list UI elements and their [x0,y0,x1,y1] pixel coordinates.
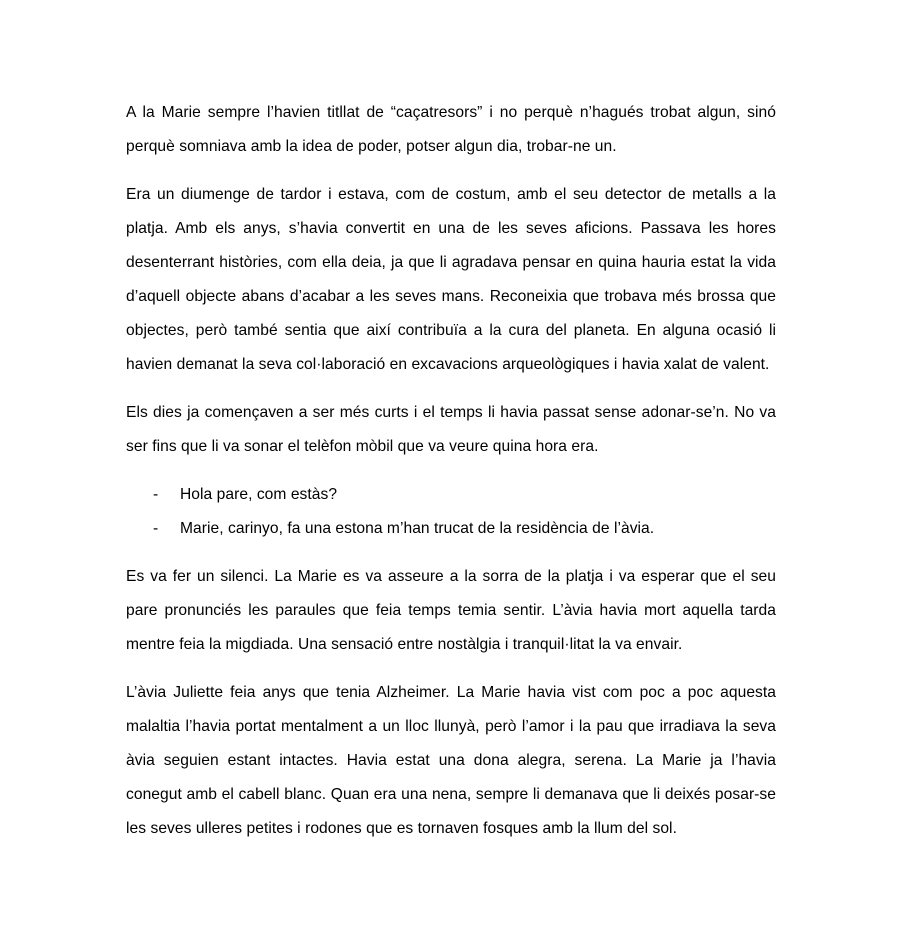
paragraph-5: L’àvia Juliette feia anys que tenia Alzheimer. La Marie havia vist com poc a poc aquesta malaltia l’havia portat mentalment a un lloc llunyà, però l’amor i la pau que irradiava la seva àvia seguien estant intactes. Havia estat una dona alegra, serena. La Marie ja l’havia conegut amb el cabell blanc. Quan era una nena, sempre li demanava que li deixés posar-se les seves ulleres petites i rodones que es tornaven fosques amb la llum del sol. [126,684,776,837]
document-text-body [126,96,776,846]
paragraph-1: A la Marie sempre l’havien titllat de “caçatresors” i no perquè n’hagués trobat algun, sinó perquè somniava amb la idea de poder, potser algun dia, trobar-ne un. [126,104,776,155]
list-item-label: Hola pare, com estàs? [180,486,338,503]
dialogue-list [126,478,776,546]
paragraph-3: Els dies ja començaven a ser més curts i el temps li havia passat sense adonar-se’n. No va ser fins que li va sonar el telèfon mòbil que va veure quina hora era. [126,404,776,455]
list-item [126,478,776,512]
list-item-label: Marie, carinyo, fa una estona m’han trucat de la residència de l’àvia. [180,520,655,537]
list-bullet-dash-icon: - [153,486,159,503]
paragraph-2: Era un diumenge de tardor i estava, com de costum, amb el seu detector de metalls a la platja. Amb els anys, s’havia convertit en una de les seves aficions. Passava les hores desenterrant històries, com ella deia, ja que li agradava pensar en quina hauria estat la vida d’aquell objecte abans d’acabar a les seves mans. Reconeixia que trobava més brossa que objectes, però també sentia que així contribuïa a la cura del planeta. En alguna ocasió li havien demanat la seva col·laboració en excavacions arqueològiques i havia xalat de valent. [126,186,776,373]
list-item [126,512,776,546]
list-bullet-dash-icon: - [153,520,159,537]
paragraph-4: Es va fer un silenci. La Marie es va asseure a la sorra de la platja i va esperar que el seu pare pronunciés les paraules que feia temps temia sentir. L’àvia havia mort aquella tarda mentre feia la migdiada. Una sensació entre nostàlgia i tranquil·litat la va envair. [126,568,776,653]
